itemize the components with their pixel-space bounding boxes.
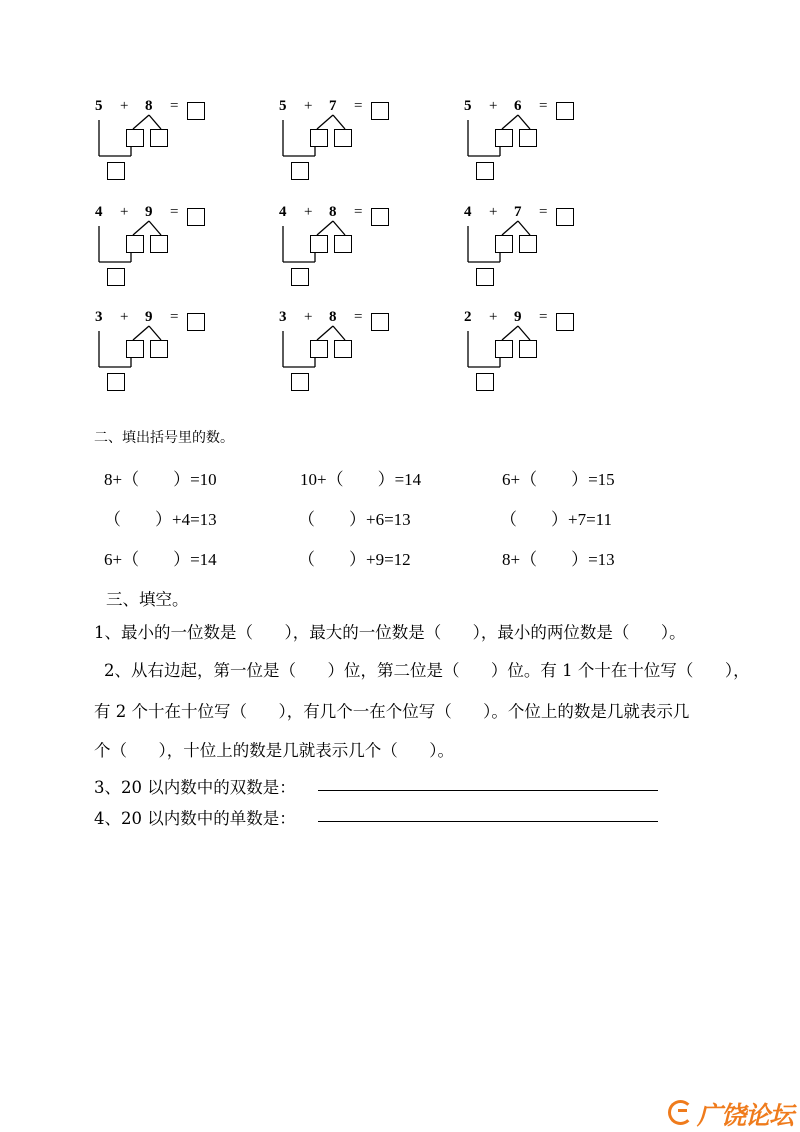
watermark-logo: [668, 1096, 798, 1130]
addend-b: 9: [514, 309, 522, 325]
section3-heading: 三、填空。: [106, 590, 189, 609]
equals-sign: =: [539, 309, 548, 325]
connector-lines: [95, 313, 235, 403]
branch-right: [333, 221, 345, 235]
equals-sign: =: [539, 204, 548, 220]
question-4-answer-line[interactable]: [318, 821, 658, 822]
plus-sign: +: [120, 204, 129, 220]
fill-blank-item[interactable]: （ ）+6=13: [298, 510, 411, 529]
branch-right: [333, 115, 345, 129]
question-4: 4、20 以内数中的单数是：: [94, 809, 296, 828]
equals-sign: =: [354, 204, 363, 220]
addend-a: 2: [464, 309, 472, 325]
branch-right: [333, 326, 345, 340]
decomposition-problem: [279, 309, 419, 403]
addend-b: 8: [145, 98, 153, 114]
branch-left: [133, 221, 149, 235]
addend-a: 3: [95, 309, 103, 325]
branch-right: [518, 326, 530, 340]
decomposition-problem: [279, 98, 419, 192]
addend-a: 4: [464, 204, 472, 220]
question-3: 3、20 以内数中的双数是：: [94, 778, 296, 797]
question-2-line-3[interactable]: 个（ ），十位上的数是几就表示几个（ ）。: [94, 741, 454, 760]
addend-b: 8: [329, 309, 337, 325]
section2-heading: 二、填出括号里的数。: [94, 430, 234, 446]
fill-blank-item[interactable]: （ ）+4=13: [104, 510, 217, 529]
logo-g-icon: [668, 1100, 693, 1125]
addend-b: 8: [329, 204, 337, 220]
question-2-line-1[interactable]: 2、从右边起，第一位是（ ）位，第二位是（ ）位。有 1 个十在十位写（ ），: [104, 661, 750, 680]
equals-sign: =: [354, 309, 363, 325]
connector-lines: [464, 208, 604, 298]
fill-blank-item[interactable]: 10+（ ）=14: [300, 470, 422, 489]
branch-right: [518, 221, 530, 235]
addend-a: 3: [279, 309, 287, 325]
plus-sign: +: [489, 98, 498, 114]
branch-left: [133, 115, 149, 129]
addend-a: 4: [279, 204, 287, 220]
equals-sign: =: [354, 98, 363, 114]
branch-left: [502, 326, 518, 340]
connector-lines: [95, 208, 235, 298]
plus-sign: +: [304, 309, 313, 325]
branch-right: [518, 115, 530, 129]
addend-b: 7: [329, 98, 337, 114]
decomposition-problem: [95, 98, 235, 192]
decomposition-problem: [464, 309, 604, 403]
connector-lines: [464, 102, 604, 192]
fill-blank-item[interactable]: （ ）+9=12: [298, 550, 411, 569]
branch-right: [149, 221, 161, 235]
decomposition-problem: [464, 98, 604, 192]
question-1[interactable]: 1、最小的一位数是（ ），最大的一位数是（ ），最小的两位数是（ ）。: [94, 623, 686, 642]
connector-lines: [279, 102, 419, 192]
addend-a: 5: [464, 98, 472, 114]
addend-b: 6: [514, 98, 522, 114]
branch-left: [317, 221, 333, 235]
plus-sign: +: [489, 204, 498, 220]
addend-b: 7: [514, 204, 522, 220]
plus-sign: +: [120, 98, 129, 114]
branch-left: [317, 326, 333, 340]
branch-right: [149, 115, 161, 129]
question-2-line-2[interactable]: 有 2 个十在十位写（ ），有几个一在个位写（ ）。个位上的数是几就表示几: [94, 702, 690, 721]
plus-sign: +: [304, 204, 313, 220]
branch-left: [502, 221, 518, 235]
equals-sign: =: [170, 98, 179, 114]
equals-sign: =: [170, 204, 179, 220]
plus-sign: +: [304, 98, 313, 114]
connector-lines: [464, 313, 604, 403]
fill-blank-item[interactable]: 8+（ ）=13: [502, 550, 615, 569]
fill-blank-item[interactable]: 6+（ ）=14: [104, 550, 217, 569]
addend-a: 5: [95, 98, 103, 114]
connector-lines: [95, 102, 235, 192]
decomposition-problem: [464, 204, 604, 298]
addend-b: 9: [145, 309, 153, 325]
addend-a: 5: [279, 98, 287, 114]
branch-right: [149, 326, 161, 340]
connector-lines: [279, 313, 419, 403]
decomposition-problem: [95, 204, 235, 298]
fill-blank-item[interactable]: （ ）+7=11: [500, 510, 613, 529]
branch-left: [502, 115, 518, 129]
fill-blank-item[interactable]: 8+（ ）=10: [104, 470, 217, 489]
plus-sign: +: [120, 309, 129, 325]
addend-a: 4: [95, 204, 103, 220]
plus-sign: +: [489, 309, 498, 325]
watermark-text: 广饶论坛: [697, 1101, 794, 1130]
fill-blank-item[interactable]: 6+（ ）=15: [502, 470, 615, 489]
branch-left: [133, 326, 149, 340]
question-3-answer-line[interactable]: [318, 790, 658, 791]
decomposition-problem: [279, 204, 419, 298]
addend-b: 9: [145, 204, 153, 220]
connector-lines: [279, 208, 419, 298]
equals-sign: =: [170, 309, 179, 325]
decomposition-problem: [95, 309, 235, 403]
branch-left: [317, 115, 333, 129]
equals-sign: =: [539, 98, 548, 114]
